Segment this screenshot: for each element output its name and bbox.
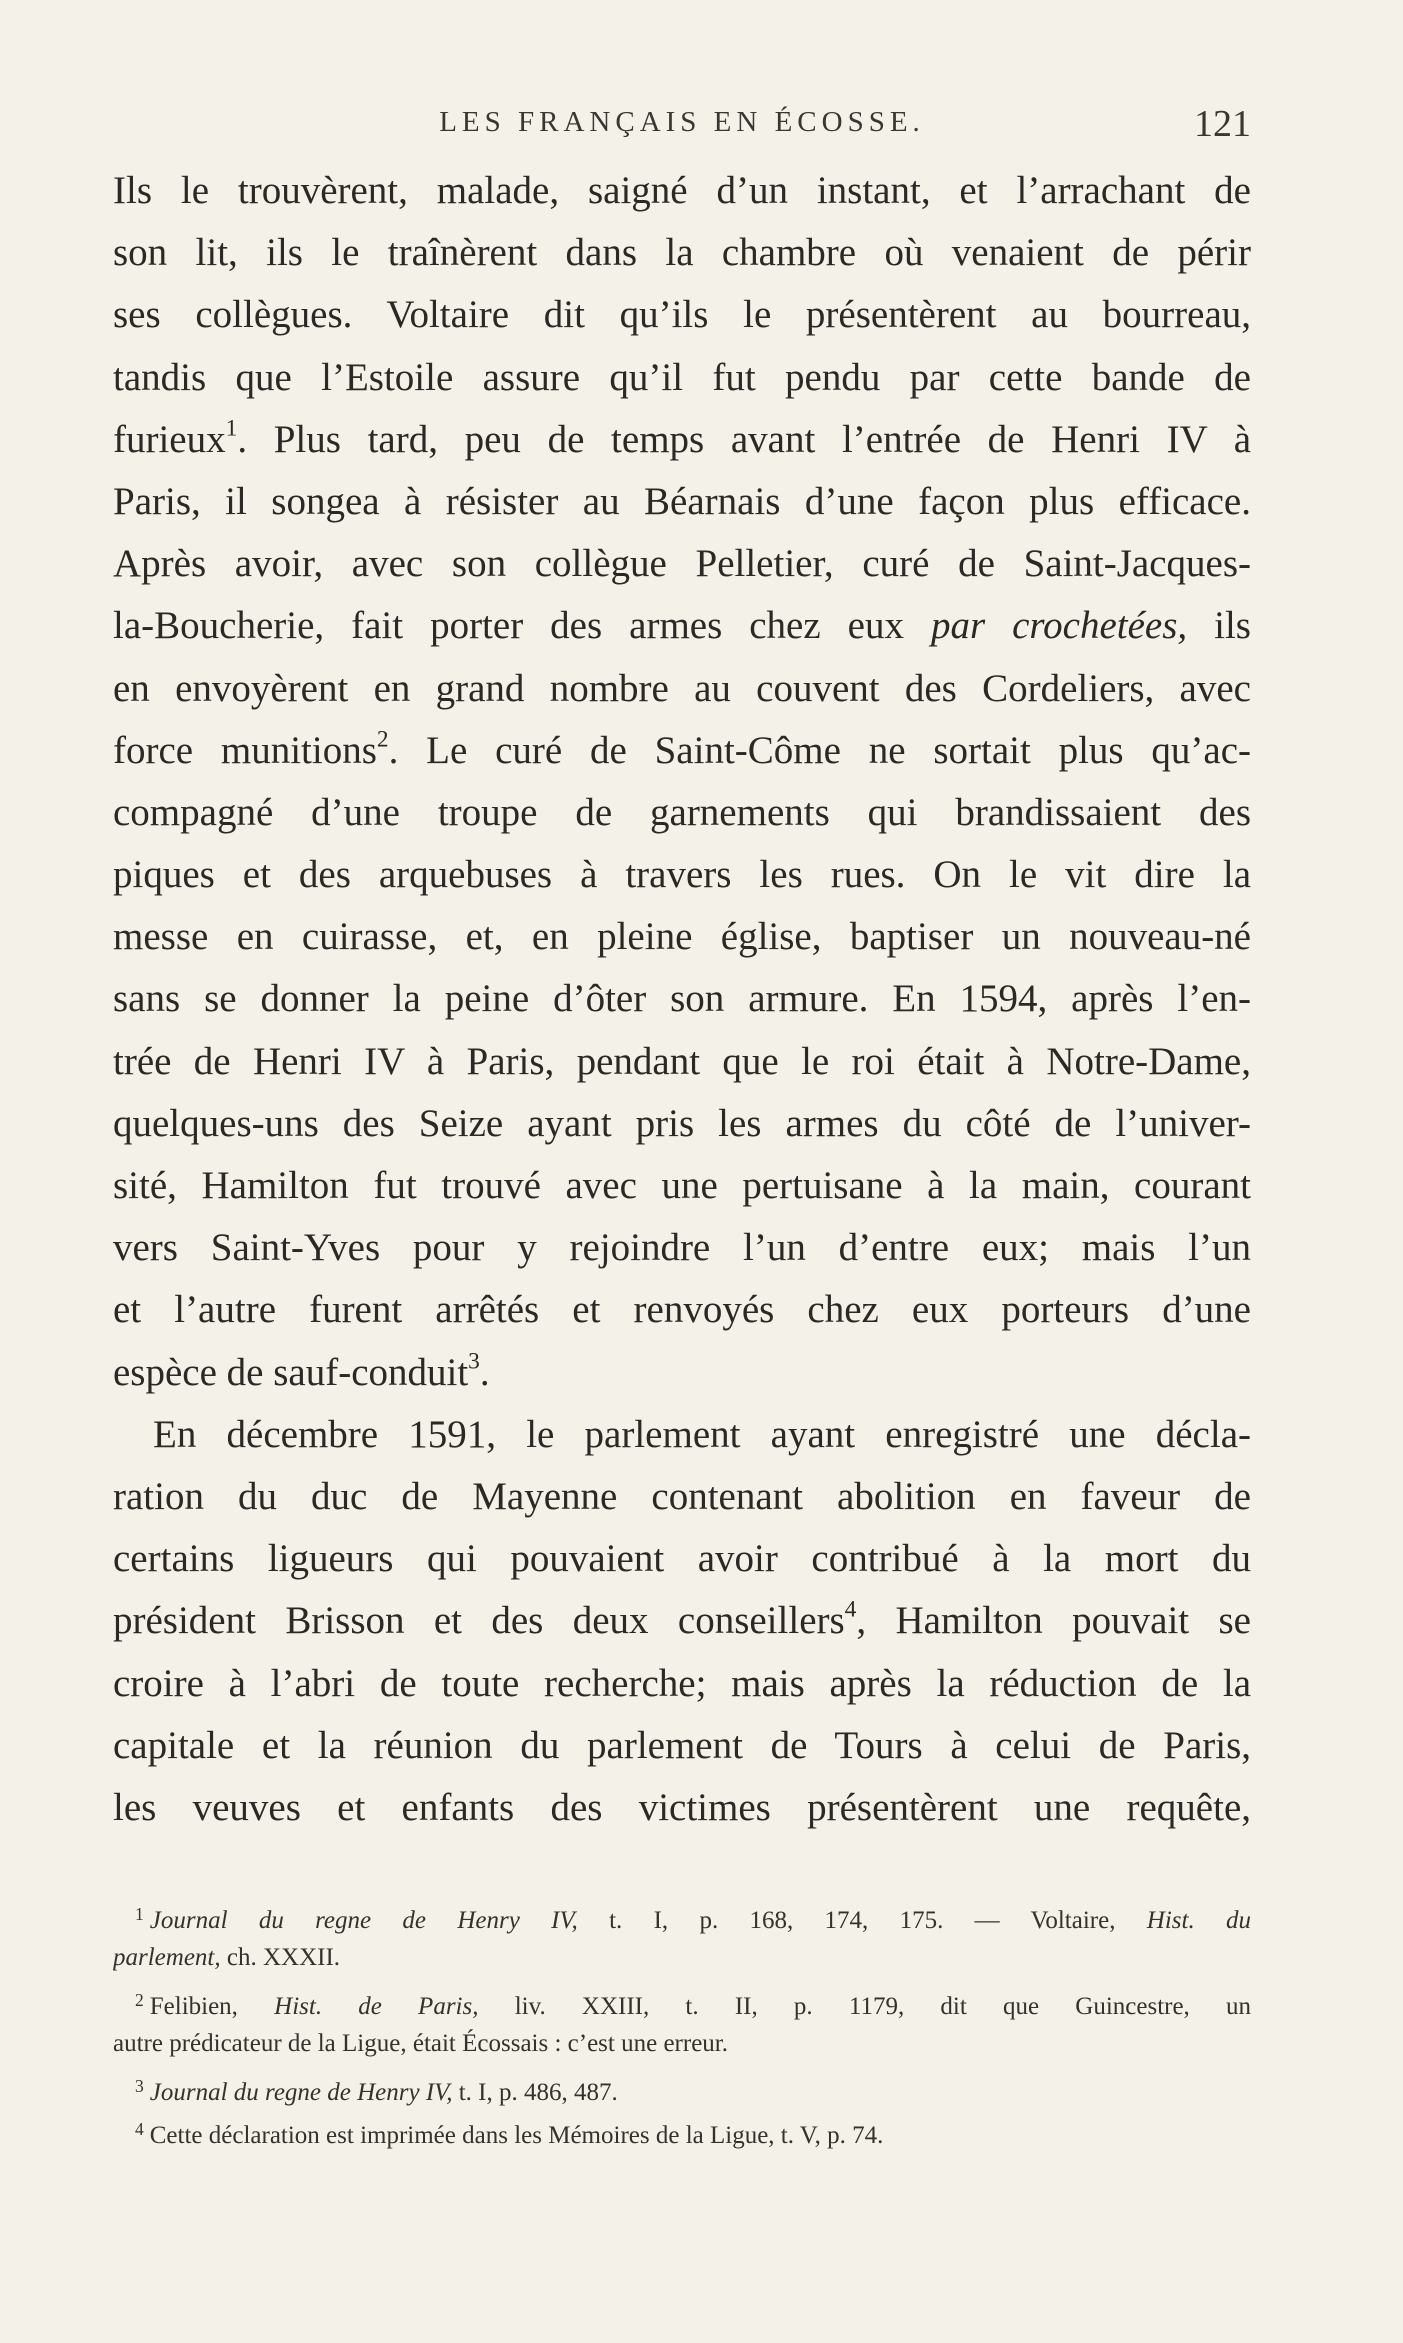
text-line: son lit, ils le traînèrent dans la chambre où venaient de périr (113, 231, 1251, 275)
text-fragment: furieux (113, 417, 226, 461)
text-line: trée de Henri IV à Paris, pendant que le roi était à Notre-Dame, (113, 1039, 1251, 1083)
text-fragment: , Hamilton pouvait se (856, 1599, 1251, 1643)
footnote-mark: 3 (135, 2076, 144, 2096)
footnote-mark: 1 (135, 1904, 144, 1924)
text-line: Paris, il songea à résister au Béarnais d’une façon plus efficace. (113, 479, 1251, 523)
text-line: ses collègues. Voltaire dit qu’ils le présentèrent au bourreau, (113, 293, 1251, 337)
footnote-mark: 4 (135, 2119, 144, 2139)
text-line: En décembre 1591, le parlement ayant enregistré une décla- (153, 1412, 1251, 1456)
footnotes (113, 1893, 1251, 2151)
text-line: Ils le trouvèrent, malade, saigné d’un instant, et l’arrachant de (113, 169, 1251, 212)
text-line (113, 409, 1251, 471)
text-line (113, 595, 1251, 657)
text-fragment: t. I, p. 168, 174, 175. — Voltaire, (609, 1906, 1116, 1934)
text-fragment: force munitions (113, 728, 377, 772)
text-line: les veuves et enfants des victimes présentèrent une requête, (113, 1785, 1251, 1829)
footnote-1 (113, 1893, 1251, 1936)
footnote-ref: 1 (225, 415, 238, 442)
footnote-ref: 4 (844, 1596, 857, 1623)
footnote-1-cont (113, 1936, 1251, 1979)
text-line: compagné d’une troupe de garnements qui brandissaient des (113, 790, 1251, 834)
italic-text: Hist. du (1146, 1906, 1251, 1934)
text-line: piques et des arquebuses à travers les rues. On le vit dire la (113, 853, 1251, 897)
text-line: sité, Hamilton fut trouvé avec une pertuisane à la main, courant (113, 1164, 1251, 1207)
text-fragment: ils (1214, 604, 1251, 648)
text-fragment: Le curé de Saint-Côme ne sortait plus qu’ac- (426, 728, 1251, 772)
text-fragment: Felibien, (149, 1992, 238, 2020)
italic-text: Journal du regne de Henry IV, (149, 2078, 453, 2106)
text-line: capitale et la réunion du parlement de Tours à celui de Paris, (113, 1723, 1251, 1767)
footnote-3 (113, 2065, 1251, 2108)
text-line: quelques-uns des Seize ayant pris les armes du côté de l’univer- (113, 1101, 1251, 1145)
text-fragment: Cette déclaration est imprimée dans les Mémoires de la Ligue, t. V, p. 74. (149, 2121, 884, 2149)
text-line: et l’autre furent arrêtés et renvoyés chez eux porteurs d’une (113, 1288, 1251, 1332)
text-line: tandis que l’Estoile assure qu’il fut pendu par cette bande de (113, 355, 1251, 399)
running-title: LES FRANÇAIS EN ÉCOSSE. (439, 106, 925, 138)
footnote-4 (113, 2108, 1251, 2151)
text-line: ration du duc de Mayenne contenant abolition en faveur de (113, 1474, 1251, 1518)
text-line (113, 720, 1251, 782)
text-fragment: liv. XXIII, t. II, p. 1179, dit que Guincestre, un (514, 1992, 1251, 2020)
text-line: en envoyèrent en grand nombre au couvent des Cordeliers, avec (113, 666, 1251, 710)
text-line: messe en cuirasse, et, en pleine église, baptiser un nouveau-né (113, 915, 1251, 959)
text-fragment: . (388, 728, 399, 772)
text-fragment: . (237, 417, 248, 461)
footnote-2-cont: autre prédicateur de la Ligue, était Écossais : c’est une erreur. (113, 2030, 728, 2057)
text-fragment: . (479, 1350, 490, 1394)
text-line: croire à l’abri de toute recherche; mais après la réduction de la (113, 1661, 1251, 1705)
italic-text: parlement, (113, 1944, 221, 1971)
text-line (113, 1590, 1251, 1652)
text-fragment: t. I, p. 486, 487. (458, 2078, 618, 2106)
text-fragment: espèce de sauf-conduit (113, 1350, 469, 1394)
footnote-mark: 2 (135, 1990, 144, 2010)
text-fragment: Plus tard, peu de temps avant l’entrée de Henri IV à (273, 417, 1251, 461)
text-line: Après avoir, avec son collègue Pelletier, curé de Saint-Jacques- (113, 542, 1251, 586)
italic-text: Hist. de Paris, (274, 1992, 479, 2020)
body-text (113, 160, 1251, 1839)
text-fragment: président Brisson et des deux conseillers (113, 1599, 845, 1643)
footnote-ref: 3 (468, 1348, 480, 1375)
text-line: vers Saint-Yves pour y rejoindre l’un d’entre eux; mais l’un (113, 1226, 1251, 1270)
page-number: 121 (1194, 103, 1251, 145)
text-line (113, 1342, 1251, 1404)
footnote-ref: 2 (376, 726, 389, 753)
text-line: certains ligueurs qui pouvaient avoir contribué à la mort du (113, 1537, 1251, 1581)
footnote-2 (113, 1979, 1251, 2022)
italic-text: par crochetées, (930, 604, 1188, 648)
text-line: sans se donner la peine d’ôter son armure. En 1594, après l’en- (113, 977, 1251, 1021)
text-fragment: ch. XXXII. (226, 1944, 341, 1971)
running-head (113, 100, 1251, 150)
italic-text: Journal du regne de Henry IV, (149, 1906, 578, 1934)
text-fragment: la-Boucherie, fait porter des armes chez eux (113, 604, 904, 648)
